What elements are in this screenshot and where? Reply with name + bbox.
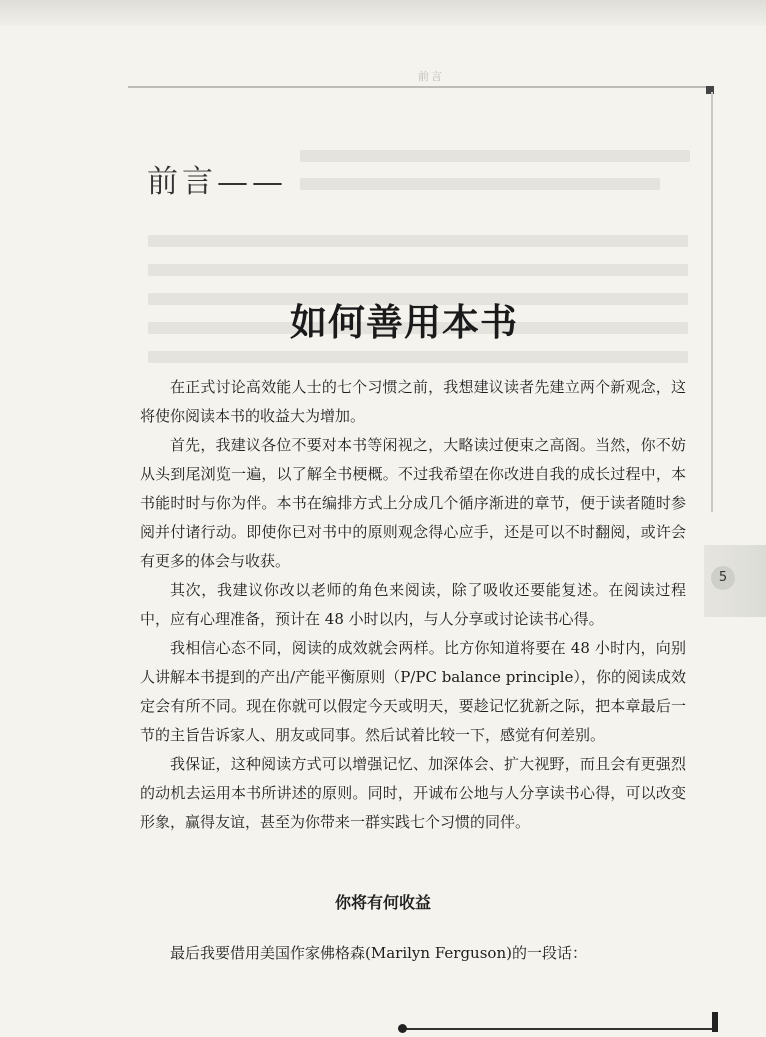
bleed-through <box>148 351 688 363</box>
closing-line: 最后我要借用美国作家佛格森(Marilyn Ferguson)的一段话： <box>170 944 587 962</box>
bleed-through <box>148 264 688 276</box>
paragraph: 我保证，这种阅读方式可以增强记忆、加深体会、扩大视野，而且会有更强烈的动机去运用本书所讲述的原则。同时，开诚布公地与人分享读书心得，可以改变形象，赢得友谊，甚至为你带来一群实践七个习惯的同伴。 <box>140 755 686 831</box>
footer-dot <box>398 1024 407 1033</box>
paragraph: 首先，我建议各位不要对本书等闲视之，大略读过便束之高阁。当然，你不妨从头到尾浏览一遍，以了解全书梗概。不过我希望在你改进自我的成长过程中，本书能时时与你为伴。本书在编排方式上分成几个循序渐进的章节，便于读者随时参阅并付诸行动。即使你已对书中的原则观念得心应手，还是可以不时翻阅，或许会有更多的体会与收获。 <box>140 436 686 570</box>
running-header: 前言 <box>418 70 444 83</box>
bleed-through <box>300 150 690 162</box>
paragraph: 其次，我建议你改以老师的角色来阅读，除了吸收还要能复述。在阅读过程中，应有心理准备，预计在 48 小时以内，与人分享或讨论读书心得。 <box>140 581 686 628</box>
page-number: 5 <box>711 566 735 590</box>
footer-corner <box>712 1012 718 1032</box>
section-label: 前言—— <box>147 164 287 200</box>
body-text <box>140 373 686 837</box>
section-subheading: 你将有何收益 <box>334 893 431 912</box>
paragraph: 在正式讨论高效能人士的七个习惯之前，我想建议读者先建立两个新观念，这将使你阅读本书的收益大为增加。 <box>140 378 686 425</box>
right-margin-rule <box>711 92 713 512</box>
paragraph: 我相信心态不同，阅读的成效就会两样。比方你知道将要在 48 小时内，向别人讲解本书提到的产出/产能平衡原则（P/PC balance principle），你的阅读成效定会有所不同。现在你就可以假定今天或明天，要趁记忆犹新之际，把本章最后一节的主旨告诉家人、朋友或同事。然后试着比较一下，感觉有何差别。 <box>140 639 686 744</box>
footer-rule <box>404 1028 714 1030</box>
bleed-through <box>148 235 688 247</box>
bleed-through <box>300 178 660 190</box>
top-smudge <box>0 0 766 26</box>
header-rule <box>128 86 713 88</box>
page-title: 如何善用本书 <box>290 300 518 344</box>
